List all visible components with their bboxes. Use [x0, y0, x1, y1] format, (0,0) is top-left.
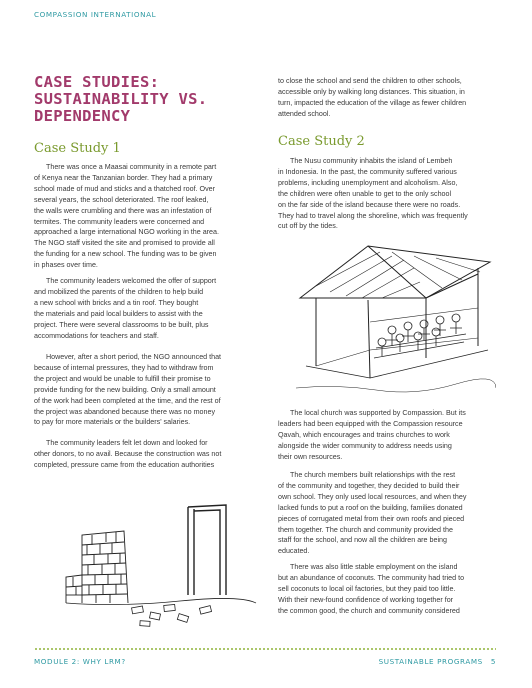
case2-paragraph-3	[278, 470, 466, 557]
paragraph-line: They had to travel along the shoreline, which was frequently	[278, 211, 468, 220]
paragraph-line: There was also little stable employment on the island	[290, 563, 458, 571]
paragraph-line: The Nusu community inhabits the island of Lembeh	[290, 157, 453, 165]
paragraph-line: the common good, the church and community considered	[278, 606, 460, 615]
paragraph-line: other donors, to no avail. Because the construction was not	[34, 449, 222, 458]
unfinished-brick-wall-illustration	[60, 495, 260, 630]
case1-paragraph-4	[34, 438, 221, 471]
classroom-hut-illustration	[296, 238, 496, 398]
case2-paragraph-4	[278, 562, 464, 617]
page-title-line: SUSTAINABILITY VS.	[34, 90, 208, 108]
paragraph-line: lacked funds to put a roof on the building, families donated	[278, 503, 463, 512]
footer-module-label: MODULE 2: WHY LRM?	[34, 657, 126, 666]
paragraph-line: the materials and paid local builders to assist with the	[34, 309, 203, 318]
paragraph-line: project. There were several classrooms to be built, plus	[34, 320, 209, 329]
paragraph-line: The church members built relationships with the rest	[290, 471, 456, 479]
case1-paragraph-3	[34, 352, 221, 428]
paragraph-line: the walls were crumbling and there was an infestation of	[34, 206, 212, 215]
paragraph-line: school made of mud and sticks and a thatched roof. Over	[34, 184, 215, 193]
paragraph-line: pieces of corrugated metal from their own roofs and pieced	[278, 514, 465, 523]
paragraph-line: the children were often unable to get to the only school	[278, 189, 452, 198]
paragraph-line: staff for the school, and now all the children are being	[278, 536, 447, 545]
paragraph-line: However, after a short period, the NGO announced that	[46, 353, 222, 361]
paragraph-line: turn, impacted the education of the village as fewer children	[278, 98, 467, 107]
paragraph-line: leaders had been equipped with the Compassion resource	[278, 419, 463, 428]
case-study-2-heading: Case Study 2	[278, 134, 365, 149]
case1-paragraph-1	[34, 162, 219, 271]
paragraph-line: With their new-found confidence of working together for	[278, 595, 454, 604]
paragraph-line: approached a large international NGO working in the area.	[34, 228, 219, 237]
footer-section-label: SUSTAINABLE PROGRAMS	[378, 657, 483, 666]
page-title-line: CASE STUDIES:	[34, 73, 160, 91]
paragraph-line: but an abundance of coconuts. The community had tried to	[278, 573, 465, 582]
paragraph-line: termites. The community leaders were concerned and	[34, 217, 205, 226]
paragraph-line: problems, including unemployment and alcoholism. Also,	[278, 178, 458, 187]
header-org-label: COMPASSION INTERNATIONAL	[34, 10, 157, 19]
paragraph-line: There was once a Maasai community in a remote part	[46, 163, 217, 171]
paragraph-line: cut off by the tides.	[278, 222, 338, 231]
paragraph-line: accommodations for teachers and staff.	[34, 331, 159, 340]
paragraph-line: because of internal pressures, they had to withdraw from	[34, 363, 214, 372]
paragraph-line: in Indonesia. In the past, the community suffered various	[278, 167, 457, 176]
paragraph-line: in phases over time.	[34, 261, 98, 270]
paragraph-line: The community leaders welcomed the offer of support	[46, 277, 217, 285]
paragraph-line: their own resources.	[278, 452, 343, 461]
paragraph-line: the project was abandoned because there was no money	[34, 407, 216, 416]
paragraph-line: alongside the wider community to address needs using	[278, 441, 452, 450]
paragraph-line: of the work had been completed at the time, and the rest of	[34, 396, 221, 405]
paragraph-line: The local church was supported by Compassion. But its	[290, 409, 466, 417]
paragraph-line: the funding for a new school. The funding was to be given	[34, 250, 217, 259]
paragraph-line: completed, pressure came from the education authorities	[34, 460, 215, 469]
paragraph-line: several years, the school deteriorated. The roof leaked,	[34, 195, 209, 204]
paragraph-line: provide funding for the new building. Only a small amount	[34, 385, 216, 394]
paragraph-line: on the far side of the island because there were no roads.	[278, 200, 461, 209]
paragraph-line: and mobilized the parents of the children to help build	[34, 287, 204, 296]
case1-paragraph-2	[34, 276, 216, 341]
paragraph-line: own school. They only used local resources, and when they	[278, 492, 467, 501]
case-study-1-heading: Case Study 1	[34, 141, 121, 156]
paragraph-line: The NGO staff visited the site and promised to provide all	[34, 239, 215, 248]
paragraph-line: to pay for more materials or the builders' salaries.	[34, 418, 191, 427]
paragraph-line: sell coconuts to local oil factories, but they paid too little.	[278, 584, 456, 593]
case2-paragraph-1	[278, 156, 468, 232]
paragraph-line: them together. The church and community provided the	[278, 525, 453, 534]
paragraph-line: of Kenya near the Tanzanian border. They had a primary	[34, 173, 213, 182]
paragraph-line: of the community and together, they decided to build their	[278, 481, 460, 490]
paragraph-line: the project and would be unable to fulfill their promise to	[34, 374, 211, 383]
page-number: 5	[490, 657, 496, 666]
paragraph-line: a new school with bricks and a tin roof. They bought	[34, 298, 199, 307]
footer-divider	[34, 648, 496, 650]
page-title	[34, 74, 259, 125]
case2-paragraph-2	[278, 408, 466, 463]
case1-paragraph-5	[278, 76, 466, 120]
paragraph-line: educated.	[278, 547, 310, 556]
paragraph-line: accessible only by walking long distances. This situation, in	[278, 87, 465, 96]
footer-section	[379, 657, 496, 666]
paragraph-line: attended school.	[278, 109, 331, 118]
paragraph-line: Qavah, which encourages and trains churches to work	[278, 430, 450, 439]
paragraph-line: The community leaders felt let down and looked for	[46, 439, 208, 447]
page-title-line: DEPENDENCY	[34, 107, 131, 125]
paragraph-line: to close the school and send the children to other schools,	[278, 77, 462, 85]
